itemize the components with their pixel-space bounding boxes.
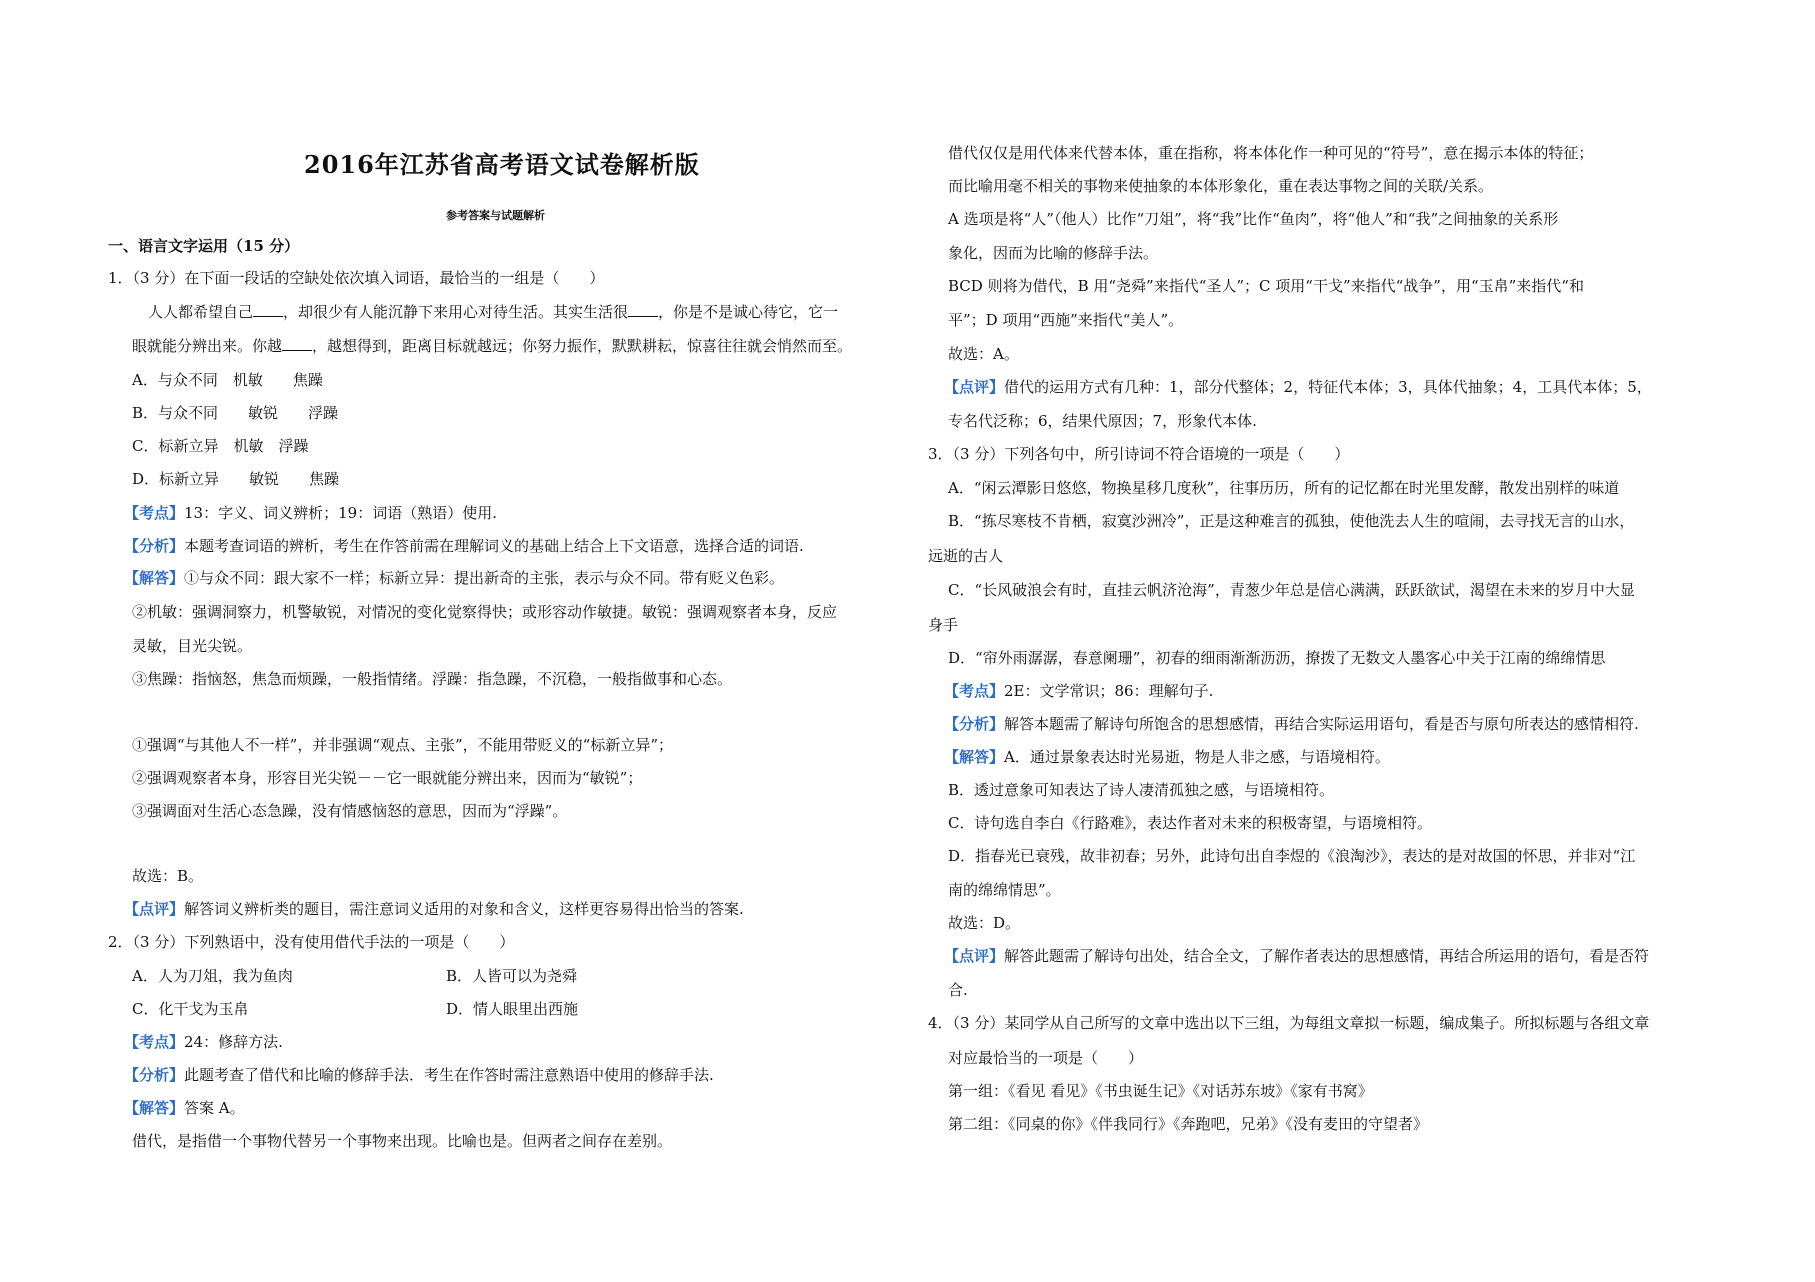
q2-r4: 象化，因而为比喻的修辞手法。 [948,244,1159,262]
q3-jieda-d: D．指春光已衰残，故非初春；另外，此诗句出自李煜的《浪淘沙》，表达的是对故国的怀思，并非对“江 [948,847,1636,865]
q1-note3: ③强调面对生活心态急躁，没有情感恼怒的意思，因而为“浮躁”。 [132,802,568,820]
q3-dianping-line2: 合. [948,981,968,999]
q1-option-a: A．与众不同 机敏 焦躁 [132,371,323,389]
q1-option-b: B．与众不同 敏锐 浮躁 [132,404,339,422]
q3-option-b: B．“拣尽寒枝不肯栖，寂寞沙洲冷”，正是这种难言的孤独，使他洗去人生的喧闹，去寻找无言的山水， [948,512,1635,530]
q3-answer: 故选：D。 [948,914,1021,932]
q2-kaodian: 【考点】24：修辞方法. [124,1033,283,1051]
q1-passage-line2: 眼就能分辨出来。你越 ，越想得到，距离目标就越远；你努力振作，默默耕耘，惊喜往往就会悄然而至。 [132,337,853,355]
q3-jieda-b: B．透过意象可知表达了诗人凄清孤独之感，与语境相符。 [948,781,1335,799]
q1-jieda-line2: ②机敏：强调洞察力，机警敏锐，对情况的变化觉察得快；或形容动作敏捷。敏锐：强调观察者本身，反应 [132,603,838,621]
q2-r5: BCD 则将为借代，B 用“尧舜”来指代“圣人”；C 项用“干戈”来指代“战争”，用“玉帛”来指代“和 [948,277,1584,295]
q2-fenxi: 【分析】此题考查了借代和比喻的修辞手法．考生在作答时需注意熟语中使用的修辞手法. [124,1066,714,1084]
page-subtitle: 参考答案与试题解析 [446,209,545,222]
q2-option-b: B．人皆可以为尧舜 [446,967,578,985]
q1-note1: ①强调“与其他人不一样”，并非强调“观点、主张”，不能用带贬义的“标新立异”； [132,736,674,754]
blank-3 [282,336,312,351]
q1-jieda-line4: ③焦躁：指恼怒，焦急而烦躁，一般指情绪。浮躁：指急躁，不沉稳，一般指做事和心态。 [132,670,733,688]
q2-option-a: A．人为刀俎，我为鱼肉 [132,967,293,985]
q3-option-c: C．“长风破浪会有时，直挂云帆济沧海”，青葱少年总是信心满满，跃跃欲试，渴望在未来的岁月中大显 [948,581,1635,599]
q2-r3: A 选项是将“人”（他人）比作“刀俎”，将“我”比作“鱼肉”，将“他人”和“我”之间抽象的关系形 [948,210,1559,228]
q4-stem: 4．（3 分）某同学从自己所写的文章中选出以下三组，为每组文章拟一标题，编成集子。所拟标题与各组文章 [928,1014,1650,1032]
q3-option-c-cont: 身手 [928,616,959,634]
q2-r6: 平”；D 项用“西施”来指代“美人”。 [948,311,1184,329]
q2-dianping-line2: 专名代泛称；6，结果代原因；7，形象代本体. [948,412,1257,430]
q3-dianping: 【点评】解答此题需了解诗句出处，结合全文，了解作者表达的思想感情，再结合所运用的语句，看是否符 [944,947,1650,965]
q2-r2: 而比喻用毫不相关的事物来使抽象的本体形象化，重在表达事物之间的关联/关系。 [948,177,1494,195]
q3-kaodian: 【考点】2E：文学常识；86：理解句子. [944,682,1214,700]
q1-fenxi: 【分析】本题考查词语的辨析，考生在作答前需在理解词义的基础上结合上下文语意，选择合适的词语. [124,537,804,555]
q1-note2: ②强调观察者本身，形容目光尖锐－－它一眼就能分辨出来，因而为“敏锐”； [132,769,643,787]
page-title: 2016年江苏省高考语文试卷解析版 [304,150,700,179]
q1-option-d: D．标新立异 敏锐 焦躁 [132,470,340,488]
q3-jieda-c: C．诗句选自李白《行路难》，表达作者对未来的积极寄望，与语境相符。 [948,814,1432,832]
blank-1 [253,302,283,317]
q4-stem-cont: 对应最恰当的一项是（ ） [948,1049,1144,1067]
q1-stem: 1．（3 分）在下面一段话的空缺处依次填入词语，最恰当的一组是（ ） [108,269,605,287]
q1-option-c: C．标新立异 机敏 浮躁 [132,437,309,455]
q2-stem: 2．（3 分）下列熟语中，没有使用借代手法的一项是（ ） [108,933,515,951]
q2-option-c: C．化干戈为玉帛 [132,1000,249,1018]
q3-option-d: D．“帘外雨潺潺，春意阑珊”，初春的细雨渐渐沥沥，撩拨了无数文人墨客心中关于江南的绵绵情思 [948,649,1606,667]
blank-2 [628,302,658,317]
q3-fenxi: 【分析】解答本题需了解诗句所饱含的思想感情，再结合实际运用语句，看是否与原句所表达的感情相符. [944,715,1639,733]
q3-jieda: 【解答】A．通过景象表达时光易逝，物是人非之感，与语境相符。 [944,748,1390,766]
q1-answer: 故选：B。 [132,867,204,885]
q1-passage-line1: 人人都希望自己 ，却很少有人能沉静下来用心对待生活。其实生活很 ，你是不是诚心待它，它一 [148,303,839,321]
q4-group1: 第一组：《看见 看见》《书虫诞生记》《对话苏东坡》《家有书窝》 [948,1082,1373,1100]
q1-jieda: 【解答】①与众不同：跟大家不一样；标新立异：提出新奇的主张，表示与众不同。带有贬义色彩。 [124,569,785,587]
q3-jieda-d-cont: 南的绵绵情思”。 [948,881,1061,899]
q1-dianping: 【点评】解答词义辨析类的题目，需注意词义适用的对象和含义，这样更容易得出恰当的答案. [124,900,744,918]
q1-kaodian: 【考点】13：字义、词义辨析；19：词语（熟语）使用. [124,504,497,522]
q4-group2: 第二组：《同桌的你》《伴我同行》《奔跑吧，兄弟》《没有麦田的守望者》 [948,1115,1429,1133]
q2-answer: 故选：A。 [948,345,1019,363]
section-heading: 一、语言文字运用（15 分） [108,237,300,255]
q3-stem: 3．（3 分）下列各句中，所引诗词不符合语境的一项是（ ） [928,445,1350,463]
q2-option-d: D．情人眼里出西施 [446,1000,579,1018]
q3-option-a: A．“闲云潭影日悠悠，物换星移几度秋”，往事历历，所有的记忆都在时光里发酵，散发出别样的味道 [948,479,1620,497]
q2-jieda: 【解答】答案 A。 [124,1099,245,1117]
q2-dianping: 【点评】借代的运用方式有几种：1，部分代整体；2，特征代本体；3，具体代抽象；4，工具代本体；5， [944,378,1652,396]
q2-body1: 借代，是指借一个事物代替另一个事物来出现。比喻也是。但两者之间存在差别。 [132,1132,673,1150]
q2-r1: 借代仅仅是用代体来代替本体，重在指称，将本体化作一种可见的“符号”，意在揭示本体的特征； [948,144,1594,162]
q1-jieda-line3: 灵敏，目光尖锐。 [132,637,253,655]
q3-option-b-cont: 远逝的古人 [928,547,1004,565]
